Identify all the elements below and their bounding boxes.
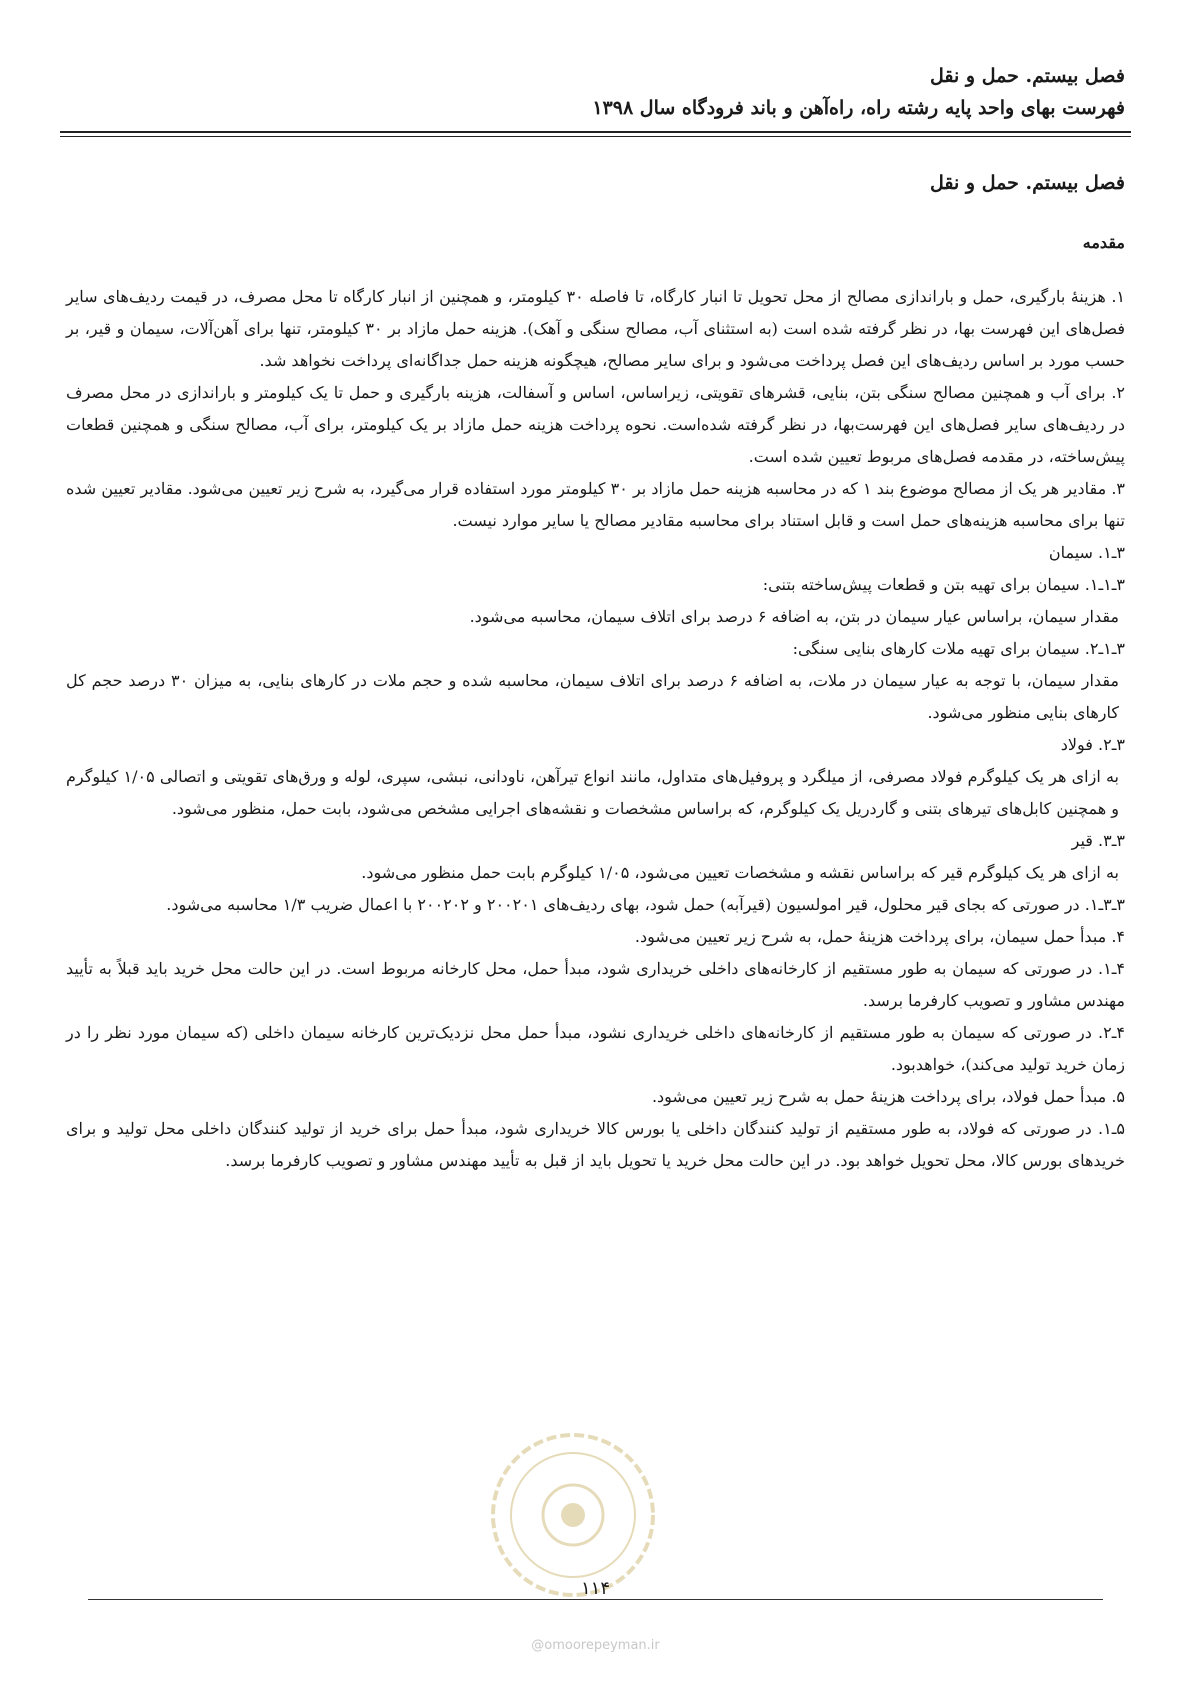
- paragraph: ۵. مبدأ حمل فولاد، برای پرداخت هزینهٔ حمل به شرح زیر تعیین می‌شود.: [651, 1087, 1125, 1106]
- watermark-url: @omoorepeyman.ir: [531, 1638, 660, 1653]
- paragraph: ۴ـ۲. در صورتی که سیمان به طور مستقیم از کارخانه‌های داخلی خریداری نشود، مبدأ حمل محل نزدیک‌ترین کارخانه سیمان داخلی (که سیمان مورد نظر را در زمان خرید تولید می‌کند)، خواهدبود.: [66, 1023, 1125, 1074]
- header-book-title: فهرست بهای واحد پایه رشته راه، راه‌آهن و باند فرودگاه سال ۱۳۹۸: [592, 97, 1125, 119]
- header-rule-thin: [60, 136, 1131, 137]
- paragraph: به ازای هر یک کیلوگرم فولاد مصرفی، از میلگرد و پروفیل‌های متداول، مانند انواع تیرآهن، ناودانی، نبشی، سپری، لوله و ورق‌های تقویتی و اتصالی ۱/۰۵ کیلوگرم و همچنین کابل‌های تیرهای بتنی و گاردریل یک کیلوگرم، که براساس مشخصات و نقشه‌های اجرایی مشخص می‌شود، بابت حمل، منظور می‌شود.: [66, 767, 1119, 818]
- body-text: [66, 281, 1125, 1177]
- subheading: ۳ـ۲. فولاد: [1060, 735, 1125, 754]
- paragraph: ۱. هزینهٔ بارگیری، حمل و باراندازی مصالح از محل تحویل تا انبار کارگاه، تا فاصله ۳۰ کیلومتر، و همچنین از انبار کارگاه تا محل مصرف، در قیمت ردیف‌های سایر فصل‌های این فهرست بها، در نظر گرفته شده است (به استثنای آب، مصالح سنگی و آهک). هزینه حمل مازاد بر ۳۰ کیلومتر، تنها برای آهن‌آلات، سیمان و قیر، بر حسب مورد بر اساس ردیف‌های این فصل پرداخت می‌شود و برای سایر مصالح، هیچگونه هزینه حمل جداگانه‌ای پرداخت نخواهد شد.: [66, 287, 1125, 370]
- seal-watermark-icon: [488, 1430, 658, 1600]
- paragraph: به ازای هر یک کیلوگرم قیر که براساس نقشه و مشخصات تعیین می‌شود، ۱/۰۵ کیلوگرم بابت حمل منظور می‌شود.: [361, 863, 1119, 882]
- paragraph: ۵ـ۱. در صورتی که فولاد، به طور مستقیم از تولید کنندگان داخلی یا بورس کالا خریداری شود، مبدأ حمل برای خرید از تولید کنندگان داخلی محل تولید و برای خریدهای بورس کالا، محل تحویل خواهد بود. در این حالت محل خرید یا تحویل باید از قبل به تأیید مهندس مشاور و تصویب کارفرما برسد.: [66, 1119, 1125, 1170]
- chapter-title: فصل بیستم. حمل و نقل: [930, 172, 1125, 194]
- subheading: ۳ـ۱ـ۲. سیمان برای تهیه ملات کارهای بنایی سنگی:: [792, 639, 1125, 658]
- paragraph: ۲. برای آب و همچنین مصالح سنگی بتن، بنایی، قشرهای تقویتی، زیراساس، اساس و آسفالت، هزینه بارگیری و حمل تا یک کیلومتر و باراندازی در محل مصرف در ردیف‌های سایر فصل‌های این فهرست‌بها، در نظر گرفته شده‌است. نحوه پرداخت هزینه حمل مازاد بر یک کیلومتر، برای آب، مصالح سنگی و همچنین قطعات پیش‌ساخته، در مقدمه فصل‌های مربوط تعیین شده است.: [66, 383, 1125, 466]
- paragraph: مقدار سیمان، با توجه به عیار سیمان در ملات، به اضافه ۶ درصد برای اتلاف سیمان، محاسبه شده و حجم ملات در کارهای بنایی، به میزان ۳۰ درصد حجم کل کارهای بنایی منظور می‌شود.: [66, 671, 1119, 722]
- paragraph: ۴ـ۱. در صورتی که سیمان به طور مستقیم از کارخانه‌های داخلی خریداری شود، مبدأ حمل، محل کارخانه مربوط است. در این حالت محل خرید باید قبلاً به تأیید مهندس مشاور و تصویب کارفرما برسد.: [66, 959, 1125, 1010]
- paragraph: ۴. مبدأ حمل سیمان، برای پرداخت هزینهٔ حمل، به شرح زیر تعیین می‌شود.: [634, 927, 1125, 946]
- paragraph: ۳ـ۳ـ۱. در صورتی که بجای قیر محلول، قیر امولسیون (قیرآبه) حمل شود، بهای ردیف‌های ۲۰۰۲۰۱ و ۲۰۰۲۰۲ با اعمال ضریب ۱/۳ محاسبه می‌شود.: [166, 895, 1125, 914]
- subheading: ۳ـ۱ـ۱. سیمان برای تهیه بتن و قطعات پیش‌ساخته بتنی:: [762, 575, 1125, 594]
- header-chapter: فصل بیستم. حمل و نقل: [930, 65, 1125, 87]
- page-number: ۱۱۴: [580, 1578, 610, 1599]
- subheading: ۳ـ۳. قیر: [1071, 831, 1125, 850]
- running-header: [60, 60, 1125, 124]
- paragraph: ۳. مقادیر هر یک از مصالح موضوع بند ۱ که در محاسبه هزینه حمل مازاد بر ۳۰ کیلومتر مورد استفاده قرار می‌گیرد، به شرح زیر تعیین می‌شود. مقادیر تعیین شده تنها برای محاسبه هزینه‌های حمل است و قابل استناد برای محاسبه مقادیر مصالح یا سایر موارد نیست.: [66, 479, 1125, 530]
- footer-rule: [88, 1599, 1103, 1600]
- header-rule-thick: [60, 131, 1131, 133]
- paragraph: مقدار سیمان، براساس عیار سیمان در بتن، به اضافه ۶ درصد برای اتلاف سیمان، محاسبه می‌شود.: [469, 607, 1119, 626]
- section-heading: مقدمه: [1082, 233, 1125, 252]
- subheading: ۳ـ۱. سیمان: [1048, 543, 1125, 562]
